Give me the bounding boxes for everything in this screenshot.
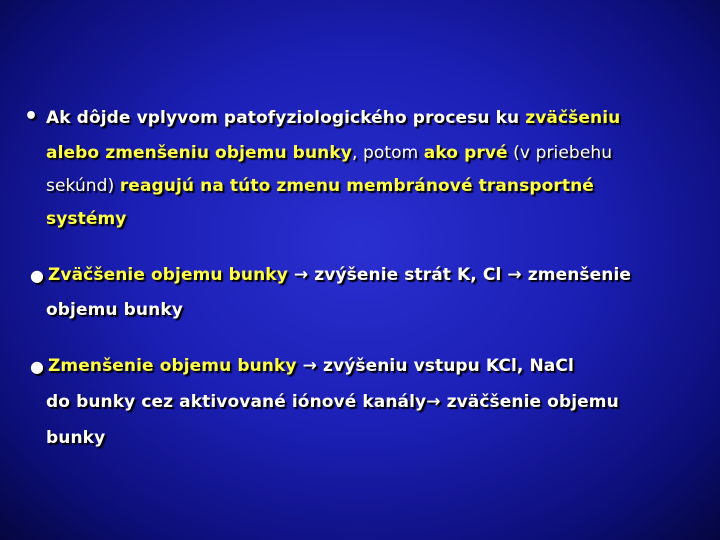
text-segment: Ak dôjde vplyvom patofyziologického procesu ku [46,108,526,128]
highlight-text: alebo zmenšeniu objemu bunky [46,143,352,163]
text-segment: bunky [46,428,106,448]
highlight-text: ako prvé [423,143,508,163]
text-segment: zmenšenie [521,265,632,285]
highlight-text: systémy [46,209,127,229]
arrow-right-icon: → [293,265,309,285]
highlight-text: Zväčšenie objemu bunky [48,265,288,285]
bullet-3-line-1 [48,356,574,376]
bullet-3-line-3 [46,428,105,448]
bullet-1-line-2 [46,143,612,163]
text-segment: do bunky cez aktivované iónové kanály [46,392,427,412]
bullet-1-line-4 [46,209,126,229]
text-segment: zväčšenie objemu [440,392,619,412]
bullet-marker: • [24,104,39,129]
text-segment: (v priebehu [507,143,613,163]
bullet-3-line-2 [46,392,619,412]
highlight-text: Zmenšenie objemu bunky [48,356,297,376]
arrow-right-icon: → [426,392,441,412]
bullet-2-line-2 [46,300,183,320]
bullet-2-line-1 [48,265,631,285]
highlight-text: zväčšeniu [525,108,621,128]
highlight-text: reagujú na túto zmenu membránové transportné [119,176,594,196]
text-segment: sekúnd) [46,176,120,196]
text-segment: objemu bunky [46,300,183,320]
arrow-right-icon: → [302,356,317,376]
bullet-marker: ● [30,357,44,376]
arrow-right-icon: → [507,265,522,285]
bullet-1-line-1 [46,108,620,128]
text-segment: zvýšeniu vstupu KCl, NaCl [317,356,574,376]
text-segment: zvýšenie strát K, Cl [308,265,508,285]
bullet-1-line-3 [46,176,594,196]
text-segment: , potom [351,143,424,163]
bullet-marker: ● [30,266,44,285]
